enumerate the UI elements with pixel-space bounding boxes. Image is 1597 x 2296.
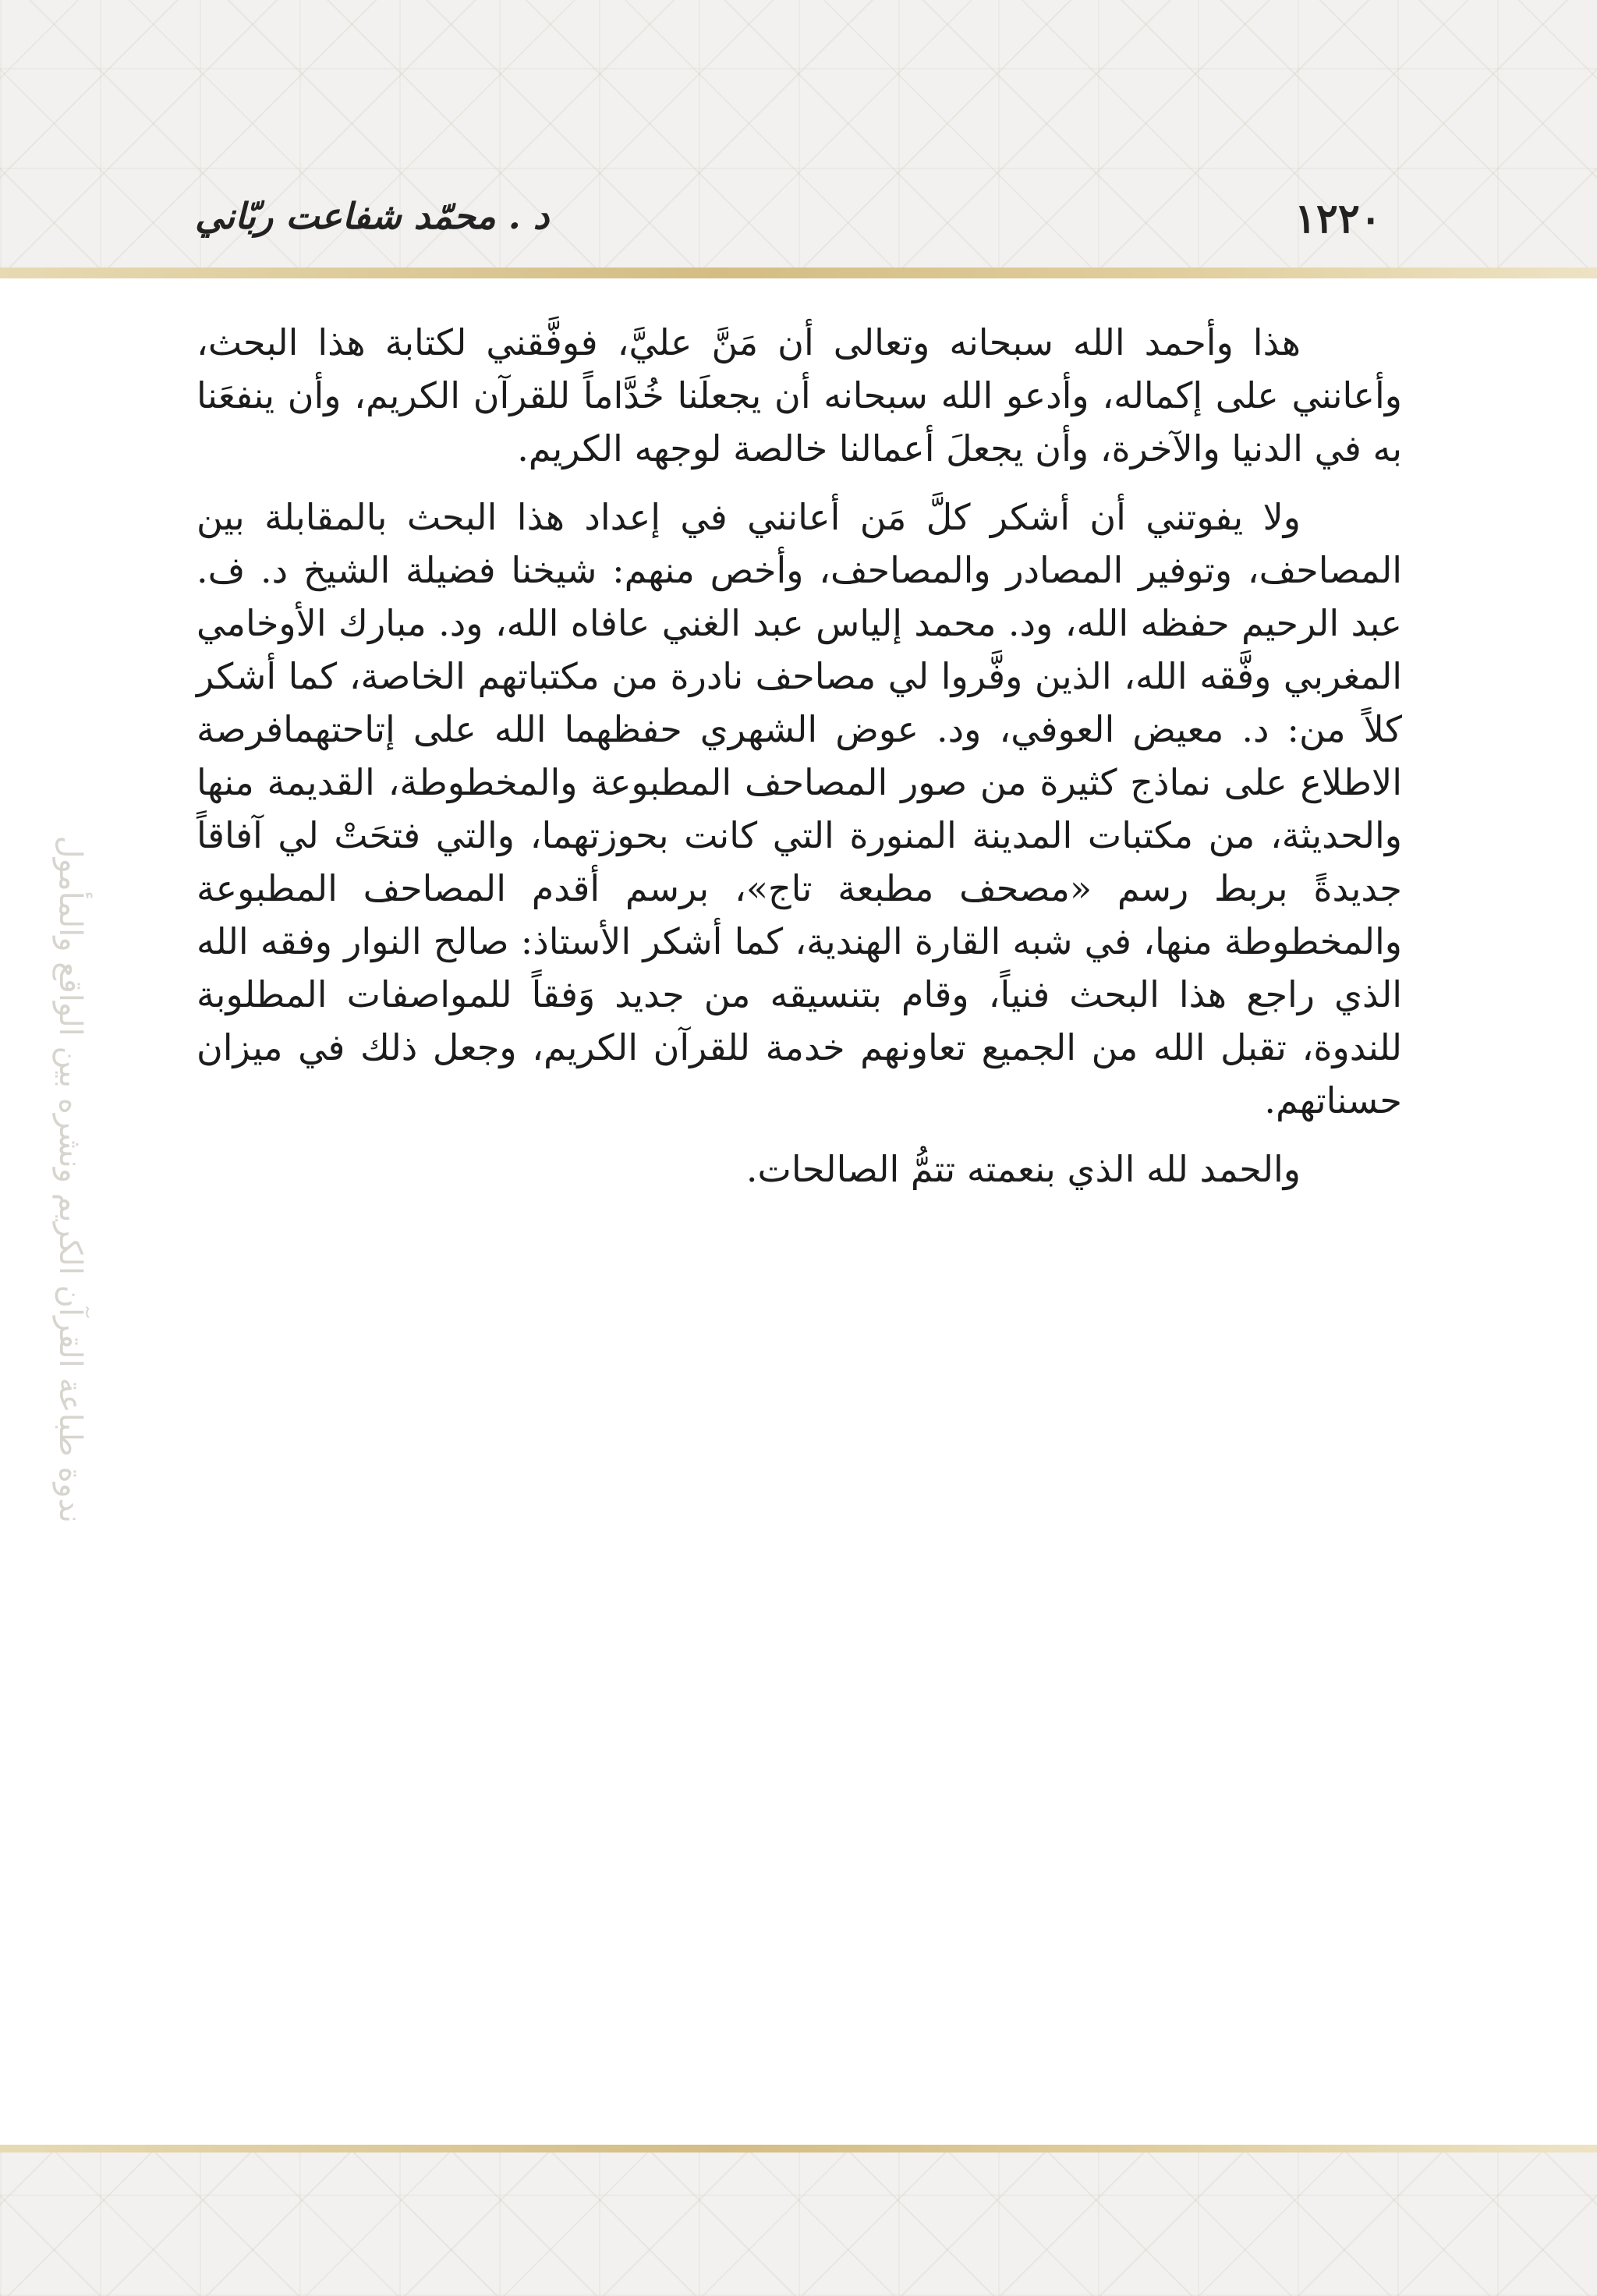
paragraph-closing: والحمد لله الذي بنعمته تتمُّ الصالحات. [745,1148,1301,1190]
running-head-author: د . محمّد شفاعت ربّاني [195,195,550,237]
paragraph-acknowledgements: ولا يفوتني أن أشكر كلَّ مَن أعانني في إعداد هذا البحث بالمقابلة بين المصاحف، وتوفير المصادر والمصاحف، وأخص منهم: شيخنا فضيلة الشيخ د. ف. عبد الرحيم حفظه الله، ود. محمد إلياس عبد الغني عافاه الله، ود. مبارك الأوخامي المغربي وفَّقه الله، الذين وفَّروا لي مصاحف نادرة من مكتباتهم الخاصة، كما أشكر كلاً من: د. معيض العوفي، ود. عوض الشهري حفظهما الله على إتاحتهمافرصة الاطلاع على نماذج كثيرة من صور المصاحف المطبوعة والمخطوطة، القديمة منها والحديثة، من مكتبات المدينة المنورة التي كانت بحوزتهما، والتي فتحَتْ لي آفاقاً جديدةً بربط رسم «مصحف مطبعة تاج»، برسم أقدم المصاحف المطبوعة والمخطوطة منها، في شبه القارة الهندية، كما أشكر الأستاذ: صالح النوار وفقه الله الذي راجع هذا البحث فنياً، وقام بتنسيقه من جديد وَفقاً للمواصفات المطلوبة للندوة، تقبل الله من الجميع تعاونهم خدمة للقرآن الكريم، وجعل ذلك في ميزان حسناتهم. [197,496,1402,1121]
header-gold-rule [0,268,1597,278]
side-watermark-text: ندوة طباعة القرآن الكريم ونشره بين الواقع والمأمول [52,835,88,1523]
footer-pattern-background [0,2152,1597,2296]
main-text-body [197,316,1402,1211]
paragraph-praise: هذا وأحمد الله سبحانه وتعالى أن مَنَّ عليَّ، فوفَّقني لكتابة هذا البحث، وأعانني على إكماله، وأدعو الله سبحانه أن يجعلَنا خُدَّاماً للقرآن الكريم، وأن ينفعَنا به في الدنيا والآخرة، وأن يجعلَ أعمالنا خالصة لوجهه الكريم. [197,321,1402,469]
page-number: ١٢٢٠ [1294,195,1382,243]
